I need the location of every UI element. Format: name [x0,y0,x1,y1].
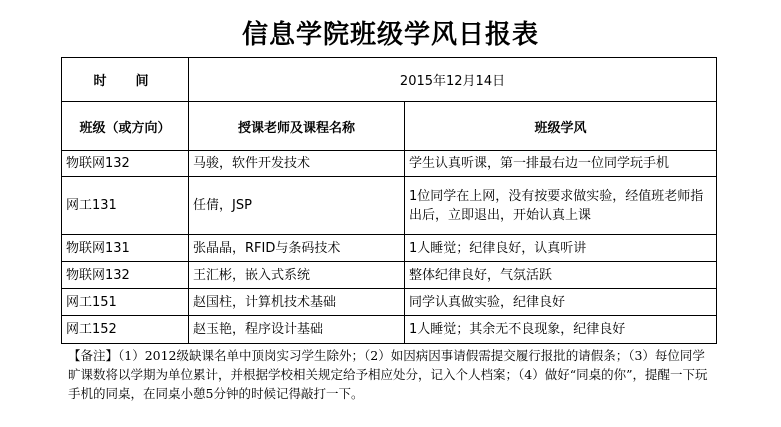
date-row [62,58,717,102]
study-style-cell: 同学认真做实验，纪律良好 [405,289,717,316]
time-label: 时 间 [62,58,189,102]
teacher-course-cell: 赵玉艳，程序设计基础 [189,316,405,344]
class-cell: 网工131 [62,177,189,235]
class-cell: 物联网131 [62,235,189,262]
class-cell: 物联网132 [62,262,189,289]
study-style-cell: 1人睡觉；其余无不良现象，纪律良好 [405,316,717,344]
class-cell: 物联网132 [62,151,189,177]
report-title: 信息学院班级学风日报表 [241,20,539,50]
table-row [62,262,717,289]
column-header-class: 班级（或方向） [62,102,189,151]
column-header-row [62,102,717,151]
teacher-course-cell: 张晶晶，RFID与条码技术 [189,235,405,262]
study-style-cell: 1人睡觉；纪律良好，认真听讲 [405,235,717,262]
remarks-note: 【备注】（1）2012级缺课名单中顶岗实习学生除外；（2）如因病因事请假需提交履行报批的请假条；（3）每位同学旷课数将以学期为单位累计，并根据学校相关规定给予相应处分，记入个人档案；（4）做好“同桌的你”，提醒一下玩手机的同桌，在同桌小憩5分钟的时候记得敲打一下。 [68,348,708,401]
study-style-cell: 学生认真听课，第一排最右边一位同学玩手机 [405,151,717,177]
table-row [62,235,717,262]
teacher-course-cell: 马骏，软件开发技术 [189,151,405,177]
teacher-course-cell: 赵国柱，计算机技术基础 [189,289,405,316]
class-cell: 网工151 [62,289,189,316]
table-row [62,151,717,177]
column-header-study-style: 班级学风 [405,102,717,151]
table-row [62,177,717,235]
teacher-course-cell: 任倩，JSP [189,177,405,235]
study-style-cell: 1位同学在上网，没有按要求做实验，经值班老师指出后，立即退出，开始认真上课 [405,177,717,235]
teacher-course-cell: 王汇彬，嵌入式系统 [189,262,405,289]
report-table [61,57,717,344]
study-style-cell: 整体纪律良好，气氛活跃 [405,262,717,289]
report-date: 2015年12月14日 [189,58,717,102]
class-cell: 网工152 [62,316,189,344]
column-header-teacher-course: 授课老师及课程名称 [189,102,405,151]
table-row [62,289,717,316]
table-row [62,316,717,344]
